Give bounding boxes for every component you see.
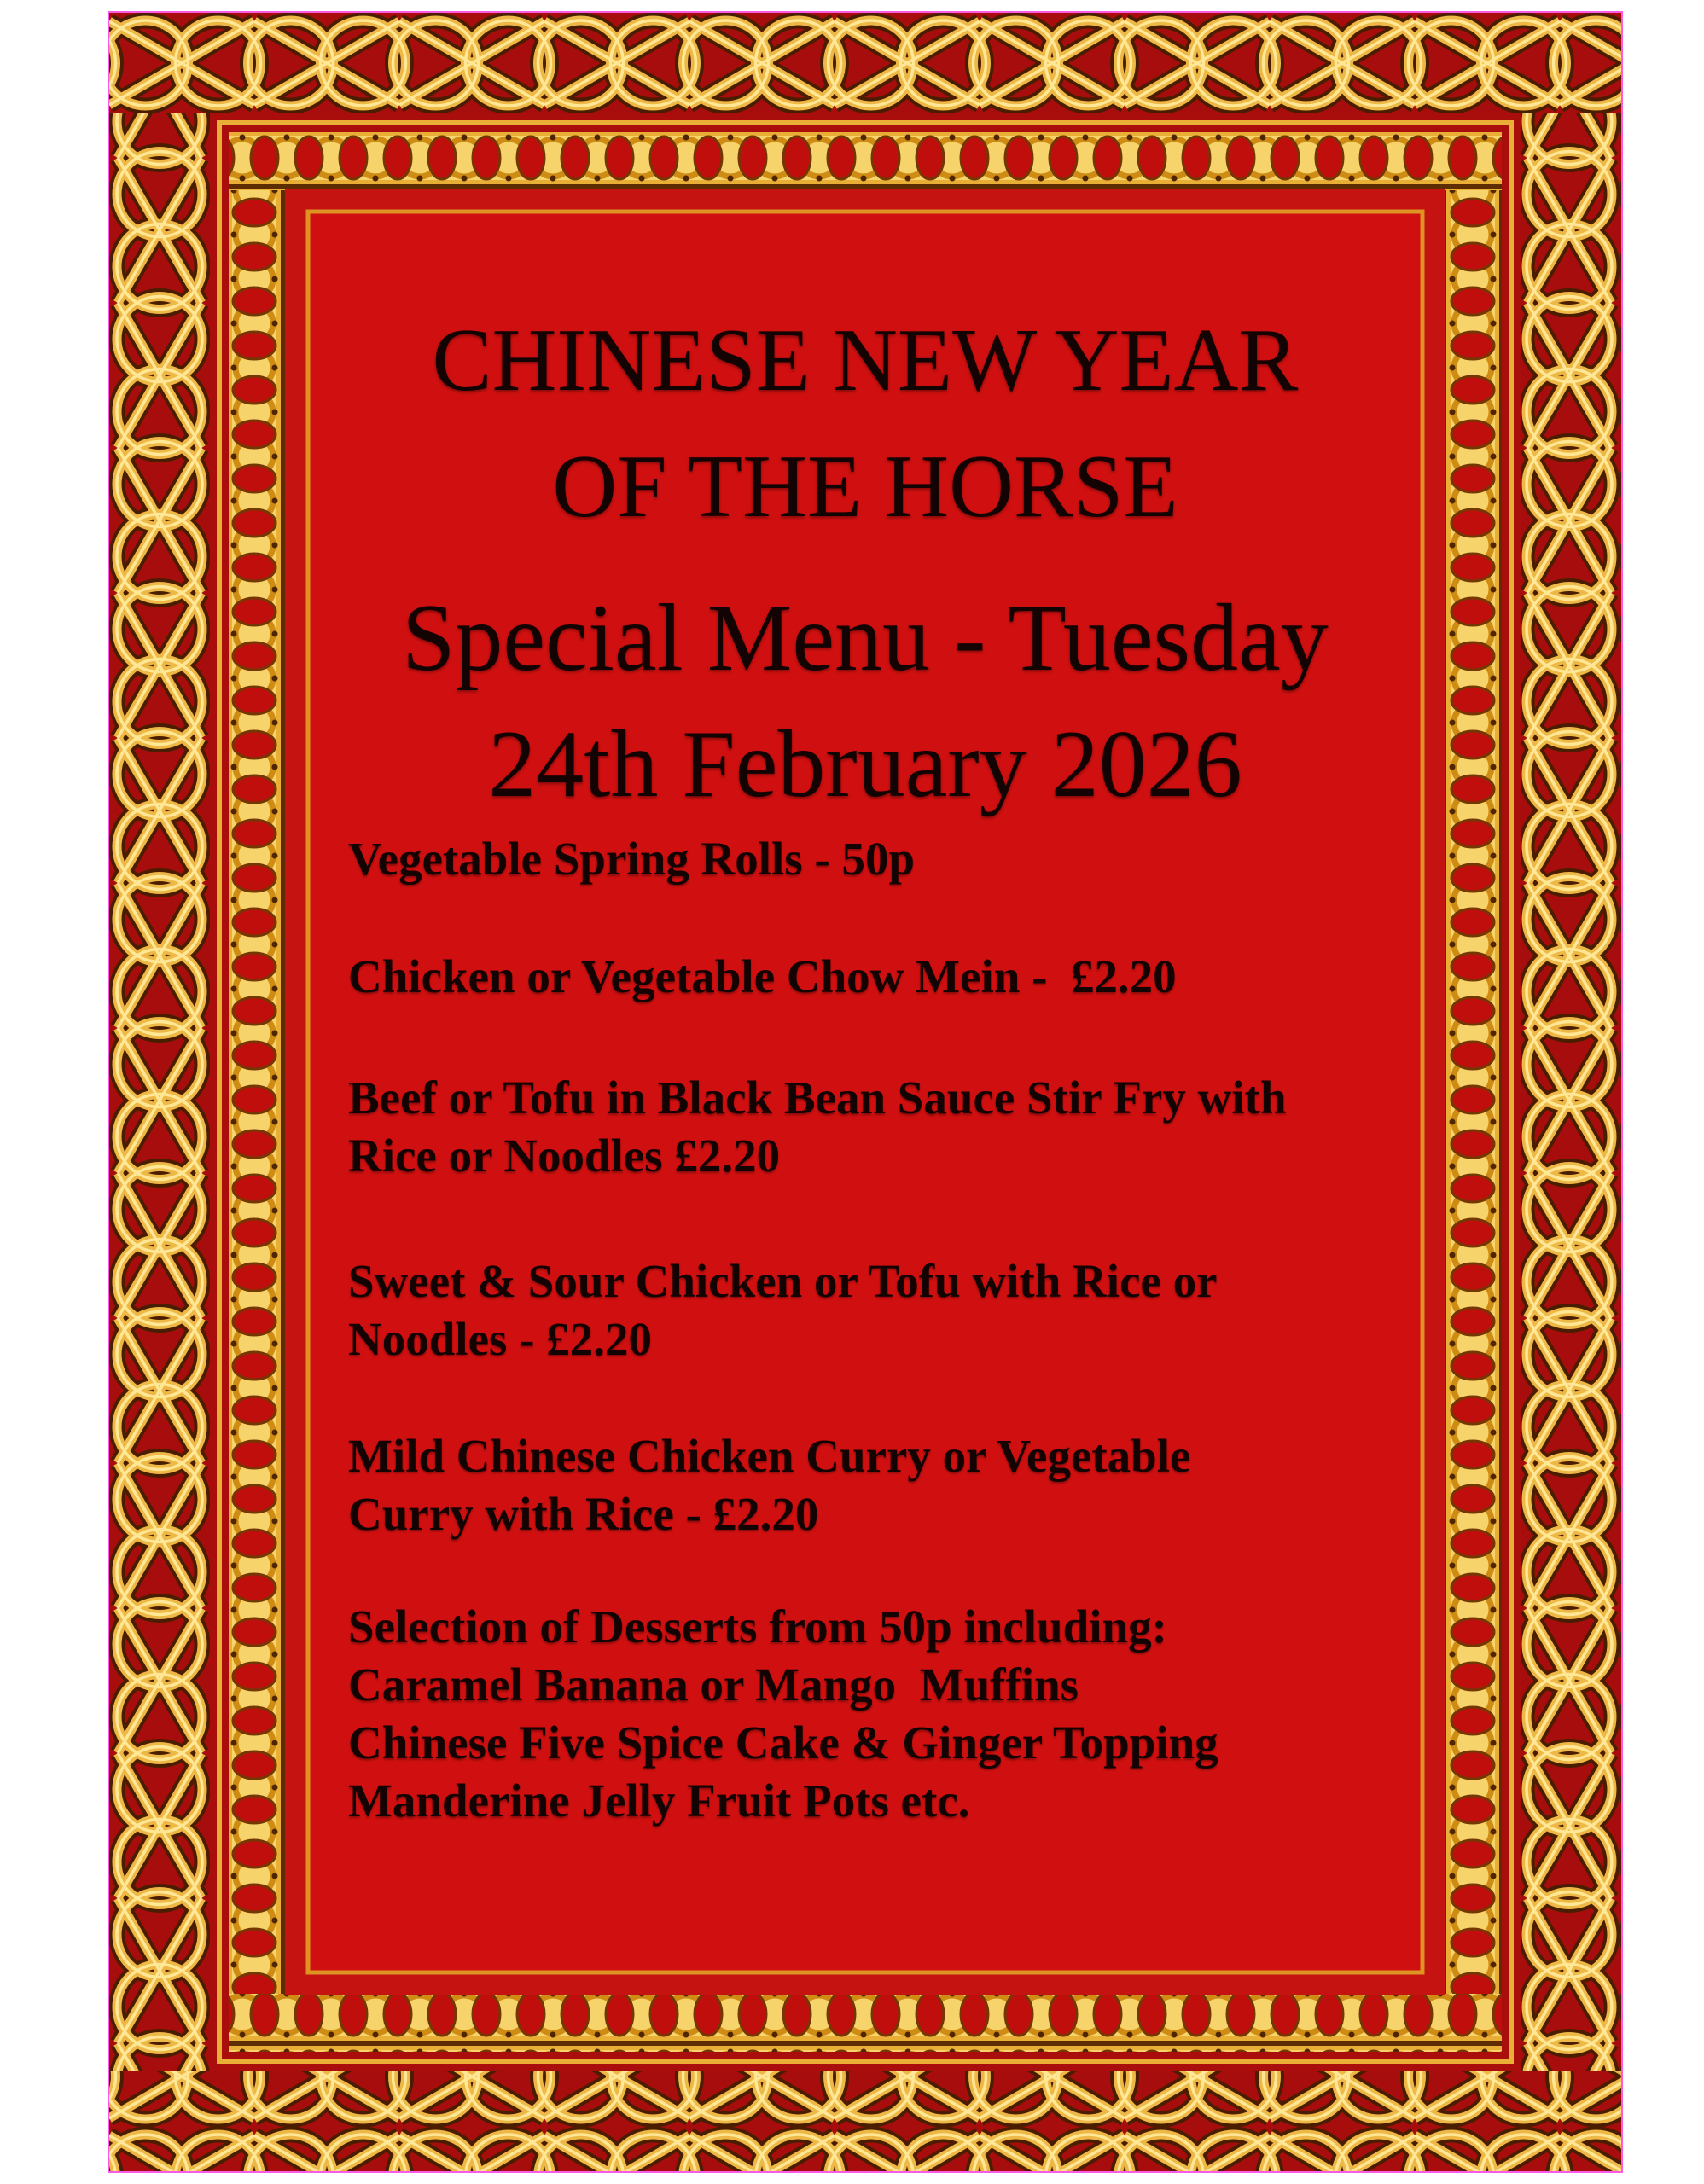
menu-item-line: Vegetable Spring Rolls - 50p bbox=[348, 833, 916, 885]
menu-item bbox=[348, 1069, 1440, 1185]
menu-item-line: Curry with Rice - £2.20 bbox=[348, 1488, 819, 1540]
menu-poster bbox=[108, 11, 1623, 2173]
poster-content bbox=[109, 13, 1621, 2171]
menu-item-line: Selection of Desserts from 50p including: bbox=[348, 1600, 1167, 1653]
subtitle-line-2: 24th February 2026 bbox=[488, 712, 1242, 817]
menu-item bbox=[348, 948, 1440, 1006]
poster-title bbox=[308, 297, 1422, 549]
menu-item bbox=[348, 1252, 1440, 1368]
poster-subtitle bbox=[308, 575, 1422, 828]
menu-item bbox=[348, 1427, 1440, 1543]
menu-item-line: Mild Chinese Chicken Curry or Vegetable bbox=[348, 1430, 1191, 1482]
menu-item-line: Beef or Tofu in Black Bean Sauce Stir Fry with bbox=[348, 1072, 1287, 1124]
menu-item bbox=[348, 1598, 1440, 1830]
menu-item-line: Chicken or Vegetable Chow Mein - £2.20 bbox=[348, 950, 1177, 1002]
menu-item bbox=[348, 830, 1440, 888]
title-line-2: OF THE HORSE bbox=[552, 436, 1178, 536]
title-line-1: CHINESE NEW YEAR bbox=[432, 310, 1299, 410]
menu-item-line: Chinese Five Spice Cake & Ginger Topping bbox=[348, 1716, 1218, 1769]
menu-item-line: Sweet & Sour Chicken or Tofu with Rice or bbox=[348, 1255, 1218, 1307]
menu-item-line: Manderine Jelly Fruit Pots etc. bbox=[348, 1774, 970, 1827]
subtitle-line-1: Special Menu - Tuesday bbox=[402, 585, 1329, 691]
menu-item-line: Noodles - £2.20 bbox=[348, 1313, 652, 1365]
menu-item-line: Caramel Banana or Mango Muffins bbox=[348, 1658, 1079, 1711]
menu-item-line: Rice or Noodles £2.20 bbox=[348, 1130, 781, 1182]
